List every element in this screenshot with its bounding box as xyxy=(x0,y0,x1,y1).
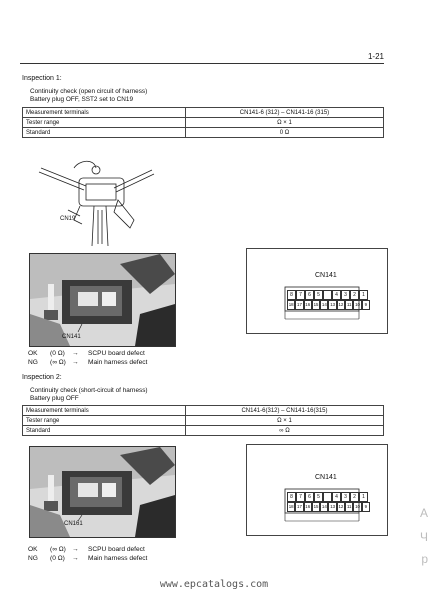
side-ghost-text: А xyxy=(419,506,428,520)
connector-row-2 xyxy=(287,502,370,512)
pin: 8 xyxy=(287,492,296,502)
pin-key xyxy=(323,290,332,300)
table-row xyxy=(23,118,384,128)
pin: 5 xyxy=(314,290,323,300)
page-number: 1-21 xyxy=(367,52,384,61)
result-status: OK xyxy=(28,350,38,357)
pin: 13 xyxy=(328,300,336,310)
pin: 12 xyxy=(337,300,345,310)
arrow-icon: → xyxy=(72,555,79,562)
arrow-icon: → xyxy=(72,546,79,553)
table-cell-value: CN141-6(312) – CN141-16(315) xyxy=(186,406,384,416)
inspection1-result-ng xyxy=(28,358,147,367)
table-cell-label: Tester range xyxy=(23,118,186,128)
pin: 15 xyxy=(312,300,320,310)
inspection1-table xyxy=(22,107,384,138)
photo-label: CN141 xyxy=(62,334,81,340)
pin: 4 xyxy=(332,290,341,300)
diagram-title: CN141 xyxy=(315,474,337,481)
result-status: NG xyxy=(28,359,38,366)
table-cell-label: Measurement terminals xyxy=(23,406,186,416)
pin: 7 xyxy=(296,492,305,502)
pin: 9 xyxy=(362,502,370,512)
result-value: (∞ Ω) xyxy=(50,359,66,366)
table-cell-label: Standard xyxy=(23,128,186,138)
pin: 6 xyxy=(305,290,314,300)
pin: 1 xyxy=(359,290,368,300)
header-rule xyxy=(20,63,384,64)
pin: 16 xyxy=(304,300,312,310)
arrow-icon: → xyxy=(72,350,79,357)
connector-row-1 xyxy=(287,290,368,300)
pin: 17 xyxy=(295,502,303,512)
result-status: OK xyxy=(28,546,38,553)
inspection1-heading: Inspection 1: xyxy=(22,75,62,82)
table-cell-value: 0 Ω xyxy=(186,128,384,138)
inspection2-result-ng xyxy=(28,554,147,563)
result-value: (0 Ω) xyxy=(50,555,65,562)
result-text: SCPU board defect xyxy=(88,546,145,553)
result-text: Main harness defect xyxy=(88,359,148,366)
photo-label: CN161 xyxy=(64,521,83,527)
diagram-title: CN141 xyxy=(315,272,337,279)
connector-row-1 xyxy=(287,492,368,502)
inspection2-condition: Battery plug OFF xyxy=(30,395,79,402)
inspection1-photo xyxy=(29,253,176,347)
pin: 3 xyxy=(341,290,350,300)
pin: 16 xyxy=(304,502,312,512)
result-status: NG xyxy=(28,555,38,562)
pin: 7 xyxy=(296,290,305,300)
cn19-label: CN19 xyxy=(60,216,76,222)
pin: 18 xyxy=(287,300,295,310)
table-cell-label: Tester range xyxy=(23,416,186,426)
result-value: (∞ Ω) xyxy=(50,546,66,553)
inspection2-table xyxy=(22,405,384,436)
side-ghost-text: Ч xyxy=(420,530,428,544)
pin: 10 xyxy=(353,300,361,310)
inspection1-condition: Battery plug OFF, SST2 set to CN19 xyxy=(30,96,134,103)
table-cell-label: Measurement terminals xyxy=(23,108,186,118)
table-cell-label: Standard xyxy=(23,426,186,436)
table-cell-value: Ω × 1 xyxy=(186,118,384,128)
steering-column-illustration xyxy=(34,150,164,250)
table-row xyxy=(23,426,384,436)
connector-row-2 xyxy=(287,300,370,310)
inspection2-title: Continuity check (short-circuit of harness) xyxy=(30,387,148,394)
pin: 14 xyxy=(320,300,328,310)
table-row xyxy=(23,416,384,426)
pin: 6 xyxy=(305,492,314,502)
pin: 4 xyxy=(332,492,341,502)
inspection1-result-ok xyxy=(28,349,145,358)
pin: 13 xyxy=(328,502,336,512)
table-row xyxy=(23,406,384,416)
pin: 11 xyxy=(345,300,353,310)
pin: 8 xyxy=(287,290,296,300)
arrow-icon: → xyxy=(72,359,79,366)
inspection1-title: Continuity check (open circuit of harness) xyxy=(30,88,148,95)
watermark: www.epcatalogs.com xyxy=(159,579,269,590)
side-ghost-text: р xyxy=(421,552,428,566)
pin: 2 xyxy=(350,492,359,502)
table-cell-value: Ω × 1 xyxy=(186,416,384,426)
pin: 12 xyxy=(337,502,345,512)
inspection2-heading: Inspection 2: xyxy=(22,374,62,381)
pin-key xyxy=(323,492,332,502)
inspection2-result-ok xyxy=(28,545,145,554)
table-cell-value: ∞ Ω xyxy=(186,426,384,436)
result-value: (0 Ω) xyxy=(50,350,65,357)
pin: 14 xyxy=(320,502,328,512)
table-row xyxy=(23,108,384,118)
pin: 10 xyxy=(353,502,361,512)
pin: 3 xyxy=(341,492,350,502)
table-cell-value: CN141-6 (312) – CN141-16 (315) xyxy=(186,108,384,118)
result-text: Main harness defect xyxy=(88,555,148,562)
table-row xyxy=(23,128,384,138)
inspection2-connector-diagram xyxy=(246,444,388,536)
inspection2-photo xyxy=(29,446,176,538)
pin: 1 xyxy=(359,492,368,502)
pin: 18 xyxy=(287,502,295,512)
pin: 11 xyxy=(345,502,353,512)
pin: 9 xyxy=(362,300,370,310)
pin: 2 xyxy=(350,290,359,300)
inspection1-connector-diagram xyxy=(246,248,388,334)
result-text: SCPU board defect xyxy=(88,350,145,357)
pin: 15 xyxy=(312,502,320,512)
pin: 5 xyxy=(314,492,323,502)
pin: 17 xyxy=(295,300,303,310)
